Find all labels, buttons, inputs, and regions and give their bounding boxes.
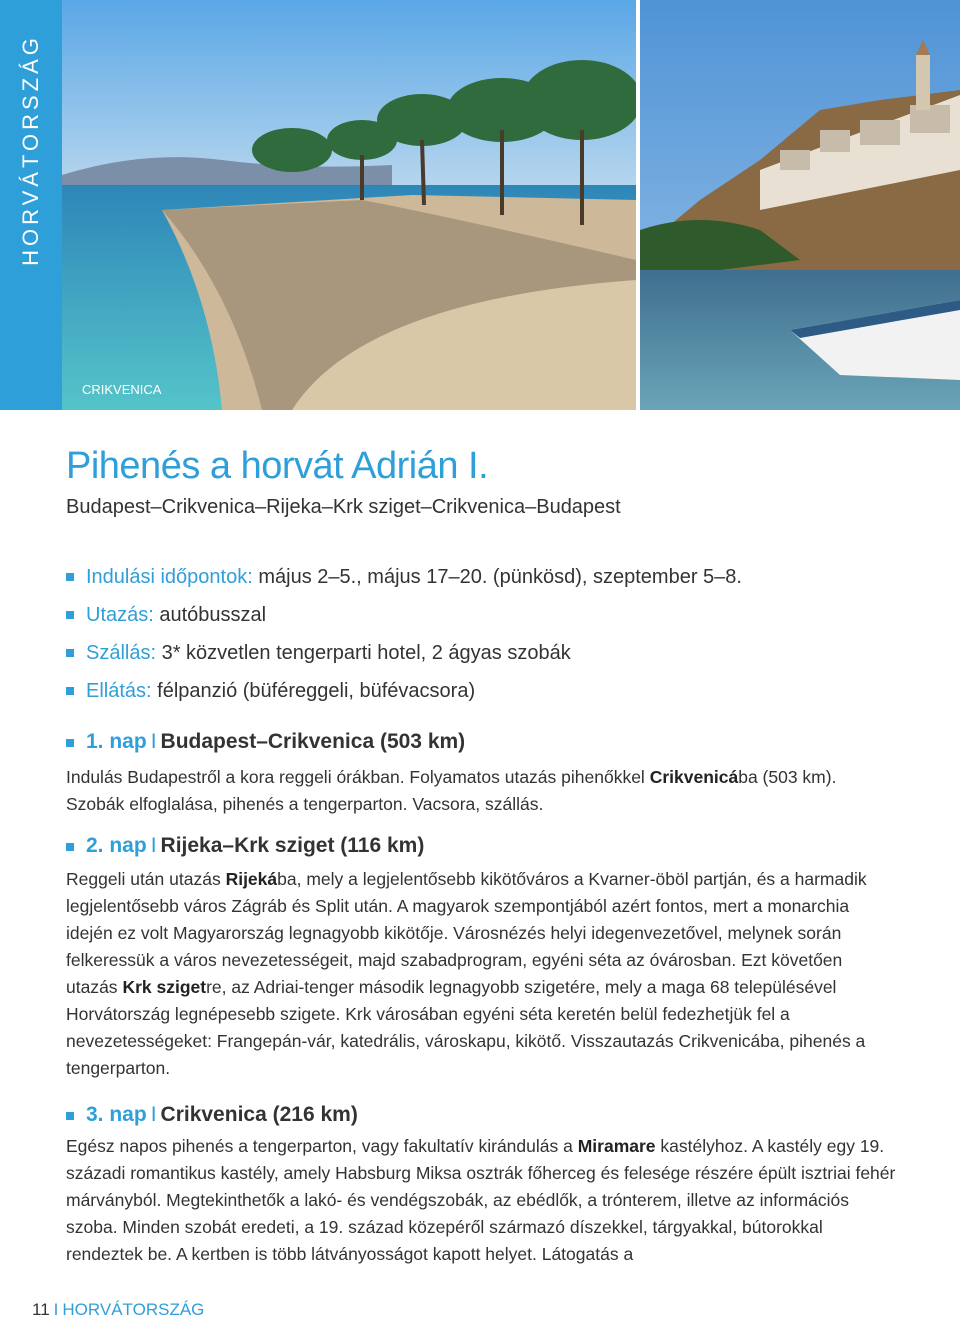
photo-caption: CRIKVENICA — [82, 382, 162, 397]
square-bullet-icon — [66, 843, 74, 851]
day-2-heading: 2. nap I Rijeka–Krk sziget (116 km) — [66, 834, 424, 858]
info-item-board: Ellátás: félpanzió (büféreggeli, büfévacsora) — [66, 676, 742, 714]
beach-photo — [62, 0, 636, 410]
info-item-travel: Utazás: autóbusszal — [66, 600, 742, 638]
day-3-heading: 3. nap I Crikvenica (216 km) — [66, 1103, 358, 1127]
square-bullet-icon — [66, 687, 74, 695]
day-2-text: Reggeli után utazás Rijekába, mely a legjelentősebb kikötőváros a Kvarner-öböl partján, és a harmadik legjelentősebb város Zágráb és Split után. A magyarok szempontjából azért fontos, mert a monarchia idején ez volt Magyarország legnagyobb kikötője. Városnézés helyi idegenvezetővel, melynek során felkeressük a város nevezetességeit, majd szabadprogram, egyéni séta az óvárosban. Ezt követően utazás Krk szigetre, az Adriai-tenger második legnagyobb szigetére, mely a maga 68 településével Horvátország legnépesebb szigete. Krk városában egyéni séta keretén belül fedezhetjük fel a nevezetességeket: Frangepán-vár, katedrális, városkapu, kikötő. Visszautazás Crikvenicába, pihenés a tengerparton. — [66, 869, 867, 1078]
square-bullet-icon — [66, 649, 74, 657]
square-bullet-icon — [66, 573, 74, 581]
day-1-text: Indulás Budapestről a kora reggeli órákban. Folyamatos utazás pihenőkkel Crikvenicába (503 km). Szobák elfoglalása, pihenés a tengerparton. Vacsora, szállás. — [66, 767, 837, 814]
day-1-heading: 1. nap I Budapest–Crikvenica (503 km) — [66, 730, 465, 754]
info-item-accommodation: Szállás: 3* közvetlen tengerparti hotel, 2 ágyas szobák — [66, 638, 742, 676]
trip-info-list — [66, 562, 742, 714]
page-footer: 11 I HORVÁTORSZÁG — [32, 1300, 205, 1319]
harbour-town-photo — [640, 0, 960, 410]
sidebar-band — [0, 0, 62, 410]
sidebar-label: HORVÁTORSZÁG — [18, 34, 43, 266]
day-3-text: Egész napos pihenés a tengerparton, vagy fakultatív kirándulás a Miramare kastélyhoz. A kastély egy 19. századi romantikus kastély, amely Habsburg Miksa osztrák főherceg és felesége részére épült isztriai fehér márványból. Megtekinthetők a lakó- és vendégszobák, az ebédlők, a trónterem, illetve az információs szoba. Minden szobát eredeti, a 19. század közepéről származó díszekkel, tárgyakkal, bútorokkal rendeztek be. A kertben is több látványosságot kapott helyet. Látogatás a — [66, 1136, 896, 1264]
square-bullet-icon — [66, 1112, 74, 1120]
page-title: Pihenés a horvát Adrián I. — [66, 445, 489, 487]
page-number: 11 — [32, 1300, 50, 1319]
square-bullet-icon — [66, 739, 74, 747]
square-bullet-icon — [66, 611, 74, 619]
route-subtitle: Budapest–Crikvenica–Rijeka–Krk sziget–Crikvenica–Budapest — [66, 496, 621, 518]
info-item-departure: Indulási időpontok: május 2–5., május 17–20. (pünkösd), szeptember 5–8. — [66, 562, 742, 600]
footer-section-name: HORVÁTORSZÁG — [62, 1300, 205, 1319]
